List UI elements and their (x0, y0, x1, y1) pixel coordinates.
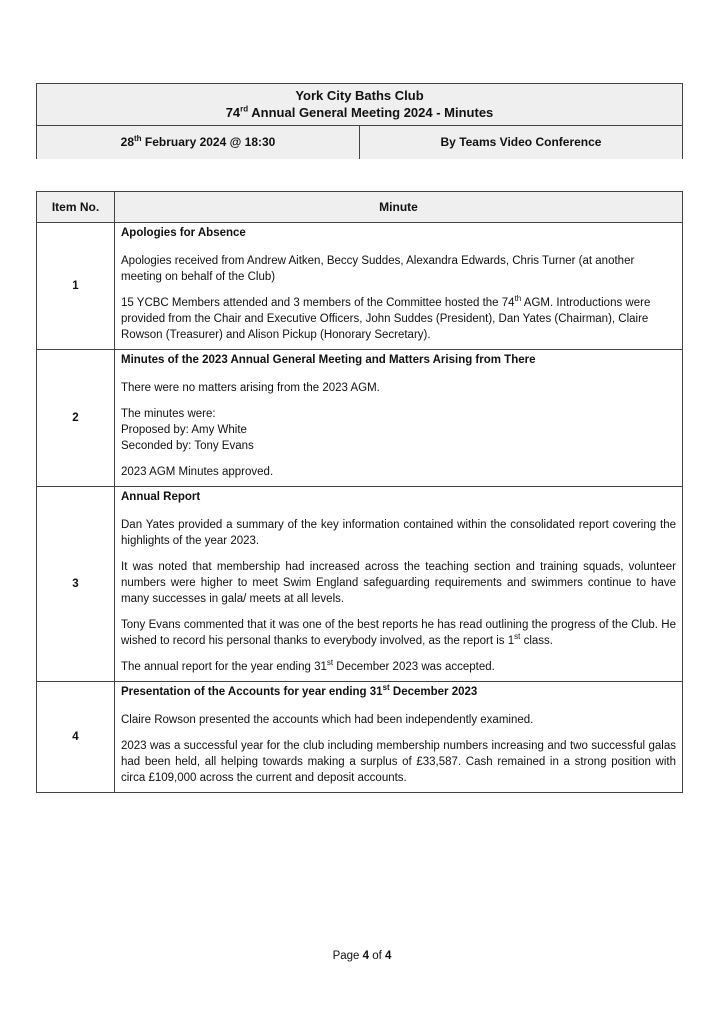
minute-paragraph: The minutes were: Proposed by: Amy White Seconded by: Tony Evans (121, 408, 254, 452)
minute-title: Annual Report (121, 491, 201, 503)
minute-paragraph: It was noted that membership had increased across the teaching section and training squads, volunteer numbers were higher to meet Swim England safeguarding requirements and swimmers continue to have many successes in gala/ meets at all levels. (121, 561, 676, 605)
table-row (37, 223, 683, 350)
header-title-block (37, 84, 682, 126)
minute-paragraph: 15 YCBC Members attended and 3 members of the Committee hosted the 74th AGM. Introductions were provided from the Chair and Executive Officers, John Suddes (President), Dan Yates (Chairman), Claire Rowson (Treasurer) and Alison Pickup (Honorary Secretary). (121, 294, 651, 341)
proposed-by: Proposed by: Amy White (121, 424, 247, 436)
seconded-by: Seconded by: Tony Evans (121, 440, 254, 452)
club-name: York City Baths Club (295, 88, 424, 103)
meeting-title: 74rd Annual General Meeting 2024 - Minutes (225, 104, 494, 120)
item-number: 4 (37, 682, 115, 793)
item-number: 1 (37, 223, 115, 350)
minute-cell (115, 487, 683, 682)
minute-paragraph: There were no matters arising from the 2023 AGM. (121, 382, 380, 394)
minute-title: Minutes of the 2023 Annual General Meeting and Matters Arising from There (121, 354, 536, 366)
minute-cell (115, 682, 683, 793)
minute-paragraph: Apologies received from Andrew Aitken, Beccy Suddes, Alexandra Edwards, Chris Turner (at another meeting on behalf of the Club) (121, 255, 635, 283)
minute-paragraph: 2023 AGM Minutes approved. (121, 466, 274, 478)
table-row (37, 682, 683, 793)
table-header-row (37, 192, 683, 223)
minute-paragraph: Dan Yates provided a summary of the key information contained within the consolidated report covering the highlights of the year 2023. (121, 519, 676, 547)
minute-paragraph: 2023 was a successful year for the club including membership numbers increasing and two successful galas had been held, all helping towards making a surplus of £33,587. Cash remained in a strong position with circa £109,000 across the current and deposit accounts. (121, 740, 676, 784)
header-details (37, 126, 682, 159)
minute-title: Presentation of the Accounts for year ending 31st December 2023 (121, 683, 478, 698)
meeting-venue: By Teams Video Conference (440, 135, 602, 149)
table-row (37, 350, 683, 487)
minutes-table (36, 191, 683, 793)
page-number: 4 (362, 950, 370, 962)
column-header-item-no: Item No. (37, 192, 115, 223)
meeting-date: 28th February 2024 @ 18:30 (37, 126, 360, 159)
page-total: 4 (385, 950, 392, 962)
minute-cell (115, 350, 683, 487)
meeting-header (36, 83, 683, 159)
item-number: 3 (37, 487, 115, 682)
table-row (37, 487, 683, 682)
minute-title: Apologies for Absence (121, 227, 246, 239)
minute-paragraph: Tony Evans commented that it was one of the best reports he has read outlining the progress of the Club. He wished to record his personal thanks to everybody involved, as the report is 1st class. (121, 619, 676, 647)
page-footer: Page 4 of 4 (332, 950, 392, 962)
minute-paragraph: Claire Rowson presented the accounts which had been independently examined. (121, 714, 534, 726)
minute-cell (115, 223, 683, 350)
minute-paragraph: The annual report for the year ending 31st December 2023 was accepted. (121, 658, 495, 673)
item-number: 2 (37, 350, 115, 487)
column-header-minute: Minute (115, 192, 683, 223)
